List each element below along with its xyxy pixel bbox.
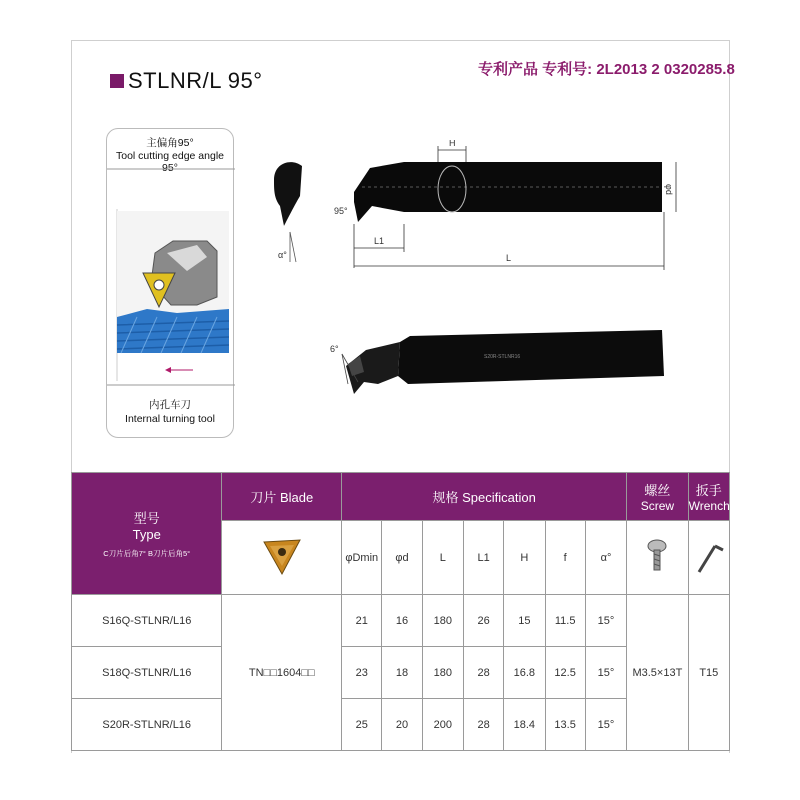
wrench-en: Wrench xyxy=(688,499,730,513)
value-cell: 200 xyxy=(422,699,463,751)
type-note: C刀片后角7° B刀片后角5° xyxy=(103,549,191,558)
value-cell: 28 xyxy=(463,647,503,699)
value-cell: 15° xyxy=(585,699,626,751)
col-header: L xyxy=(422,521,463,595)
type-cell: S18Q-STLNR/L16 xyxy=(72,647,222,699)
insert-icon xyxy=(258,532,306,580)
patent-number: 专利产品 专利号: 2L2013 2 0320285.8 xyxy=(478,61,735,78)
spec-header: 规格 Specification xyxy=(342,473,627,521)
alpha-label: α° xyxy=(278,250,287,260)
screw-image xyxy=(627,521,688,595)
value-cell: 13.5 xyxy=(545,699,585,751)
type-en: Type xyxy=(132,527,161,542)
col-header: f xyxy=(545,521,585,595)
value-cell: 180 xyxy=(422,595,463,647)
value-cell: 180 xyxy=(422,647,463,699)
col-header: L1 xyxy=(463,521,503,595)
col-header: φDmin xyxy=(342,521,382,595)
product-title xyxy=(110,68,263,94)
value-cell: 11.5 xyxy=(545,595,585,647)
angle-en-label: Tool cutting edge angle 95° xyxy=(116,150,224,174)
value-cell: 20 xyxy=(382,699,422,751)
angle-95-label: 95° xyxy=(334,206,348,216)
cutting-angle-panel xyxy=(106,128,234,438)
value-cell: 18 xyxy=(382,647,422,699)
value-cell: 25 xyxy=(342,699,382,751)
col-header: α° xyxy=(585,521,626,595)
col-header: φd xyxy=(382,521,422,595)
angle-cn-label: 主偏角95° xyxy=(146,137,194,149)
wrench-image xyxy=(688,521,729,595)
wrench-icon xyxy=(691,536,727,576)
l-dim-label: L xyxy=(506,253,512,263)
blade-header: 刀片 Blade xyxy=(222,473,342,521)
title-text: STLNR/L 95° xyxy=(128,68,263,93)
screw-cn: 螺丝 xyxy=(644,483,671,498)
spec-table xyxy=(71,472,730,751)
type-cn: 型号 xyxy=(133,511,160,526)
wrench-header xyxy=(688,473,729,521)
tool-cn-label: 内孔车刀 xyxy=(149,399,191,411)
tool-en-label: Internal turning tool xyxy=(125,413,215,425)
title-square-icon xyxy=(110,74,124,88)
value-cell: 15° xyxy=(585,595,626,647)
value-cell: 12.5 xyxy=(545,647,585,699)
type-cell: S16Q-STLNR/L16 xyxy=(72,595,222,647)
value-cell: 21 xyxy=(342,595,382,647)
screw-en: Screw xyxy=(640,499,675,513)
six-degree-label: 6° xyxy=(330,344,339,354)
col-header: H xyxy=(504,521,545,595)
type-cell: S20R-STLNR/L16 xyxy=(72,699,222,751)
h-dim-label: H xyxy=(449,140,456,148)
value-cell: 28 xyxy=(463,699,503,751)
workpiece-illustration xyxy=(107,165,235,395)
value-cell: 23 xyxy=(342,647,382,699)
wrench-cn: 扳手 xyxy=(695,483,722,498)
tool-bar-3d xyxy=(398,330,664,384)
wrench-cell: T15 xyxy=(688,595,729,751)
screw-header xyxy=(627,473,688,521)
insert-cell: TN□□1604□□ xyxy=(222,595,342,751)
value-cell: 15° xyxy=(585,647,626,699)
tool-drawing xyxy=(262,140,682,400)
value-cell: 18.4 xyxy=(504,699,545,751)
screw-cell: M3.5×13T xyxy=(627,595,688,751)
value-cell: 15 xyxy=(504,595,545,647)
insert-image xyxy=(222,521,342,595)
screw-icon xyxy=(642,536,672,576)
l1-dim-label: L1 xyxy=(374,236,385,246)
value-cell: 26 xyxy=(463,595,503,647)
end-view-shape xyxy=(274,162,302,226)
type-header xyxy=(72,473,222,595)
d-dim-label: φd xyxy=(664,184,674,195)
value-cell: 16 xyxy=(382,595,422,647)
value-cell: 16.8 xyxy=(504,647,545,699)
engraving-text: S20R-STLNR16 xyxy=(484,354,521,360)
